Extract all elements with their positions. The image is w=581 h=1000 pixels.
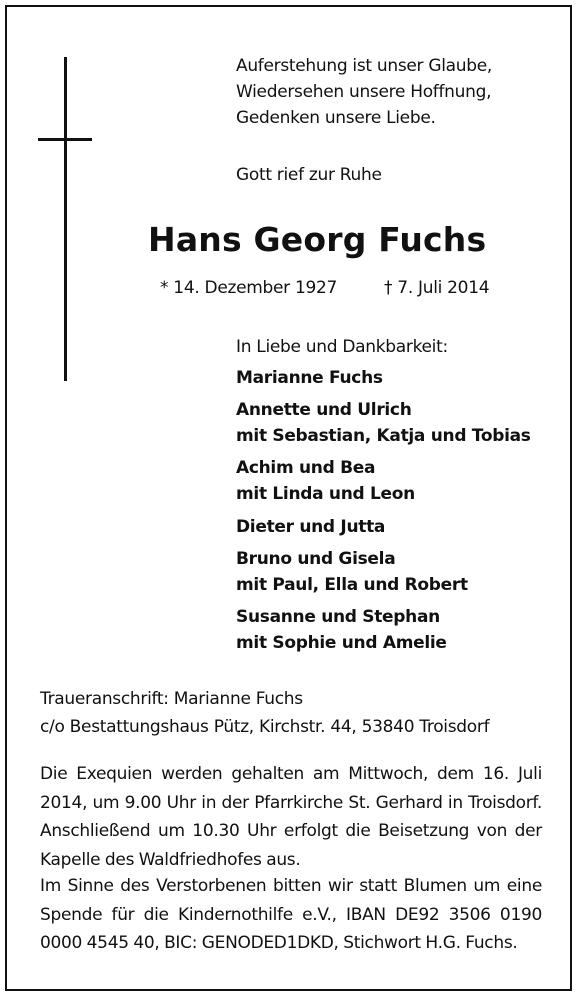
- cross-vertical-bar: [64, 57, 67, 381]
- mourner-line: mit Sophie und Amelie: [236, 633, 447, 653]
- motto-line-2: Wiedersehen unsere Hoffnung,: [236, 82, 492, 102]
- mourner-line: Dieter und Jutta: [236, 517, 386, 537]
- death-date: † 7. Juli 2014: [384, 278, 490, 298]
- mourner-line: Marianne Fuchs: [236, 368, 383, 388]
- motto-line-1: Auferstehung ist unser Glaube,: [236, 56, 492, 76]
- mourner-line: mit Linda und Leon: [236, 484, 415, 504]
- mourner-line: mit Paul, Ella und Robert: [236, 575, 468, 595]
- deceased-name: Hans Georg Fuchs: [148, 220, 487, 259]
- birth-date: * 14. Dezember 1927: [160, 278, 338, 298]
- mourner-line: Annette und Ulrich: [236, 400, 412, 420]
- motto-line-3: Gedenken unsere Liebe.: [236, 108, 436, 128]
- mourner-line: mit Sebastian, Katja und Tobias: [236, 426, 531, 446]
- address-line-1: Traueranschrift: Marianne Fuchs: [40, 689, 303, 709]
- donation-paragraph: Im Sinne des Verstorbenen bitten wir statt Blumen um eine Spende für die Kindernothilfe e.V., IBAN DE92 3506 0190 0000 4545 40, BIC: GENODED1DKD, Stichwort H.G. Fuchs.: [40, 876, 542, 953]
- mourner-line: Achim und Bea: [236, 458, 376, 478]
- cross-horizontal-bar: [38, 138, 92, 141]
- mourner-line: Susanne und Stephan: [236, 607, 440, 627]
- mourner-line: Bruno und Gisela: [236, 549, 396, 569]
- address-line-2: c/o Bestattungshaus Pütz, Kirchstr. 44, 53840 Troisdorf: [40, 717, 490, 737]
- called-to-rest: Gott rief zur Ruhe: [236, 165, 382, 185]
- exequies-paragraph: Die Exequien werden gehalten am Mittwoch, dem 16. Juli 2014, um 9.00 Uhr in der Pfarrkirche St. Gerhard in Troisdorf. Anschließend um 10.30 Uhr erfolgt die Beisetzung von der Kapelle des Waldfriedhofes aus.: [40, 764, 542, 870]
- mourners-intro: In Liebe und Dankbarkeit:: [236, 337, 448, 357]
